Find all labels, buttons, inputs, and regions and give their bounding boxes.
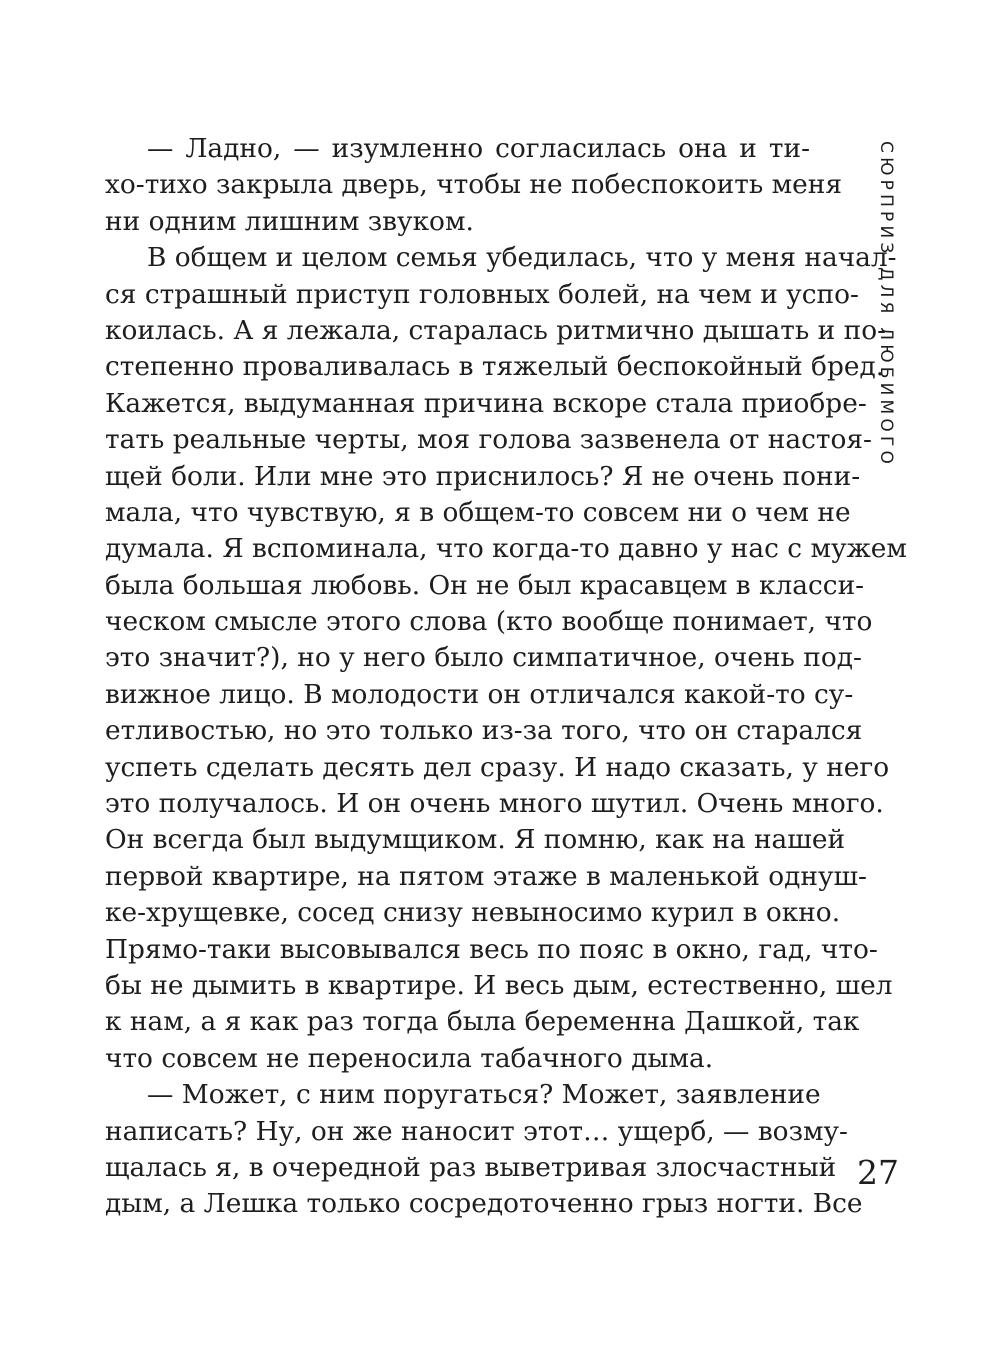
text-line: етливостью, но это только из-за того, что он старался [105, 715, 863, 747]
text-line: коилась. А я лежала, старалась ритмично дышать и по- [105, 314, 887, 346]
text-line: вижное лицо. В молодости он отличался какой-то су- [105, 678, 854, 710]
text-line: дым, а Лешка только сосредоточенно грыз ногти. Все [105, 1188, 863, 1220]
text-line: была большая любовь. Он не был красавцем в класси- [105, 569, 865, 601]
text-line: хо-тихо закрыла дверь, чтобы не побеспокоить меня [105, 169, 842, 201]
text-line: ческом смысле этого слова (кто вообще понимает, что [105, 606, 873, 638]
text-line: думала. Я вспоминала, что когда-то давно у нас с мужем [105, 533, 907, 565]
text-line: это получалось. И он очень много шутил. Очень много. [105, 788, 884, 820]
text-line: щей боли. Или мне это приснилось? Я не очень пони- [105, 460, 861, 492]
text-line: тать реальные черты, моя голова зазвенела от настоя- [105, 424, 872, 456]
text-line: Кажется, выдуманная причина вскоре стала приобре- [105, 387, 867, 419]
text-line: В общем и целом семья убедилась, что у меня начал- [147, 242, 897, 274]
text-line: ни одним лишним звуком. [105, 205, 474, 237]
text-line: к нам, а я как раз тогда была беременна Дашкой, так [105, 1006, 860, 1038]
text-line: ся страшный приступ головных болей, на чем и успо- [105, 278, 859, 310]
text-line: — Может, с ним поругаться? Может, заявление [147, 1079, 821, 1111]
text-line: бы не дымить в квартире. И весь дым, естественно, шел [105, 969, 893, 1001]
text-line: Он всегда был выдумщиком. Я помню, как на нашей [105, 824, 846, 856]
page-number: 27 [857, 1153, 899, 1192]
text-line: это значит?), но у него было симпатичное, очень под- [105, 642, 862, 674]
text-line: степенно проваливалась в тяжелый беспокойный бред. [105, 351, 885, 383]
text-line: мала, что чувствую, я в общем-то совсем ни о чем не [105, 496, 851, 528]
text-line: успеть сделать десять дел сразу. И надо сказать, у него [105, 751, 890, 783]
text-line: — Ладно, — изумленно согласилась она и ти- [147, 133, 810, 164]
text-line: ке-хрущевке, сосед снизу невыносимо курил в окно. [105, 897, 841, 929]
text-line: что совсем не переносила табачного дыма. [105, 1042, 714, 1074]
text-line: щалась я, в очередной раз выветривая злосчастный [105, 1151, 837, 1183]
text-line: первой квартире, на пятом этаже в маленькой однуш- [105, 860, 867, 892]
running-head: СЮРПРИЗ ДЛЯ ЛЮБИМОГО [876, 141, 896, 469]
text-line: Прямо-таки высовывался весь по пояс в окно, гад, что- [105, 933, 878, 965]
text-line: написать? Ну, он же наносит этот… ущерб, — возму- [105, 1115, 848, 1147]
